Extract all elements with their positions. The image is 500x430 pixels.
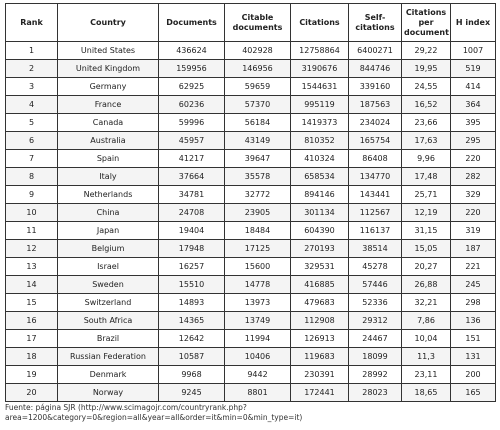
- cell-self-citations: 38514: [349, 240, 402, 258]
- cell-rank: 13: [6, 258, 58, 276]
- cell-documents: 37664: [159, 168, 225, 186]
- cell-self-citations: 28992: [349, 366, 402, 384]
- cell-self-citations: 52336: [349, 294, 402, 312]
- table-row: [6, 240, 496, 258]
- cell-rank: 16: [6, 312, 58, 330]
- cell-self-citations: 18099: [349, 348, 402, 366]
- cell-country: Italy: [58, 168, 159, 186]
- cell-h-index: 282: [451, 168, 496, 186]
- table-row: [6, 132, 496, 150]
- table-row: [6, 348, 496, 366]
- cell-citations-per-document: 23,66: [402, 114, 451, 132]
- cell-h-index: 1007: [451, 42, 496, 60]
- cell-citations: 658534: [291, 168, 349, 186]
- cell-rank: 1: [6, 42, 58, 60]
- cell-citations-per-document: 11,3: [402, 348, 451, 366]
- cell-self-citations: 45278: [349, 258, 402, 276]
- cell-citable-documents: 13749: [225, 312, 291, 330]
- table-row: [6, 78, 496, 96]
- cell-documents: 41217: [159, 150, 225, 168]
- table-row: [6, 366, 496, 384]
- cell-citations-per-document: 18,65: [402, 384, 451, 402]
- cell-country: South Africa: [58, 312, 159, 330]
- cell-h-index: 187: [451, 240, 496, 258]
- cell-self-citations: 6400271: [349, 42, 402, 60]
- table-row: [6, 60, 496, 78]
- cell-documents: 45957: [159, 132, 225, 150]
- table-row: [6, 96, 496, 114]
- header-row: [6, 4, 496, 42]
- table-row: [6, 276, 496, 294]
- cell-h-index: 245: [451, 276, 496, 294]
- cell-citations-per-document: 10,04: [402, 330, 451, 348]
- table-row: [6, 312, 496, 330]
- cell-h-index: 519: [451, 60, 496, 78]
- cell-documents: 14365: [159, 312, 225, 330]
- cell-h-index: 151: [451, 330, 496, 348]
- column-header-country: Country: [58, 4, 159, 42]
- cell-country: Israel: [58, 258, 159, 276]
- cell-citations: 894146: [291, 186, 349, 204]
- cell-country: Brazil: [58, 330, 159, 348]
- table-row: [6, 114, 496, 132]
- cell-citations: 172441: [291, 384, 349, 402]
- cell-citable-documents: 15600: [225, 258, 291, 276]
- cell-rank: 18: [6, 348, 58, 366]
- cell-citations: 416885: [291, 276, 349, 294]
- cell-citations-per-document: 24,55: [402, 78, 451, 96]
- cell-documents: 59996: [159, 114, 225, 132]
- cell-documents: 19404: [159, 222, 225, 240]
- cell-citations: 119683: [291, 348, 349, 366]
- cell-country: United Kingdom: [58, 60, 159, 78]
- column-header-citable-documents: Citable documents: [225, 4, 291, 42]
- cell-citations: 301134: [291, 204, 349, 222]
- cell-citations: 126913: [291, 330, 349, 348]
- table-row: [6, 294, 496, 312]
- cell-citations-per-document: 23,11: [402, 366, 451, 384]
- cell-rank: 5: [6, 114, 58, 132]
- table-row: [6, 42, 496, 60]
- table-row: [6, 150, 496, 168]
- cell-documents: 14893: [159, 294, 225, 312]
- cell-rank: 6: [6, 132, 58, 150]
- cell-country: Germany: [58, 78, 159, 96]
- table-row: [6, 168, 496, 186]
- cell-h-index: 298: [451, 294, 496, 312]
- cell-h-index: 364: [451, 96, 496, 114]
- cell-citable-documents: 17125: [225, 240, 291, 258]
- cell-country: Switzerland: [58, 294, 159, 312]
- cell-citable-documents: 146956: [225, 60, 291, 78]
- cell-citations-per-document: 31,15: [402, 222, 451, 240]
- cell-country: Sweden: [58, 276, 159, 294]
- cell-citations-per-document: 12,19: [402, 204, 451, 222]
- cell-citable-documents: 32772: [225, 186, 291, 204]
- cell-country: Norway: [58, 384, 159, 402]
- cell-citations: 3190676: [291, 60, 349, 78]
- cell-citations-per-document: 15,05: [402, 240, 451, 258]
- cell-citations-per-document: 20,27: [402, 258, 451, 276]
- cell-citations-per-document: 7,86: [402, 312, 451, 330]
- cell-self-citations: 116137: [349, 222, 402, 240]
- cell-citable-documents: 35578: [225, 168, 291, 186]
- table-row: [6, 330, 496, 348]
- cell-citable-documents: 23905: [225, 204, 291, 222]
- cell-rank: 4: [6, 96, 58, 114]
- cell-citable-documents: 402928: [225, 42, 291, 60]
- cell-self-citations: 86408: [349, 150, 402, 168]
- column-header-citations: Citations: [291, 4, 349, 42]
- cell-documents: 159956: [159, 60, 225, 78]
- cell-rank: 14: [6, 276, 58, 294]
- cell-rank: 10: [6, 204, 58, 222]
- cell-rank: 17: [6, 330, 58, 348]
- cell-citations-per-document: 25,71: [402, 186, 451, 204]
- cell-country: Netherlands: [58, 186, 159, 204]
- cell-rank: 11: [6, 222, 58, 240]
- cell-citations-per-document: 17,63: [402, 132, 451, 150]
- column-header-rank: Rank: [6, 4, 58, 42]
- cell-citations: 12758864: [291, 42, 349, 60]
- cell-h-index: 395: [451, 114, 496, 132]
- cell-documents: 16257: [159, 258, 225, 276]
- cell-self-citations: 112567: [349, 204, 402, 222]
- cell-documents: 24708: [159, 204, 225, 222]
- cell-h-index: 221: [451, 258, 496, 276]
- cell-citations: 270193: [291, 240, 349, 258]
- cell-documents: 62925: [159, 78, 225, 96]
- cell-citations-per-document: 17,48: [402, 168, 451, 186]
- cell-citable-documents: 8801: [225, 384, 291, 402]
- cell-citations-per-document: 16,52: [402, 96, 451, 114]
- cell-citations: 1419373: [291, 114, 349, 132]
- cell-h-index: 329: [451, 186, 496, 204]
- cell-country: France: [58, 96, 159, 114]
- cell-country: Russian Federation: [58, 348, 159, 366]
- cell-citations: 1544631: [291, 78, 349, 96]
- cell-rank: 9: [6, 186, 58, 204]
- cell-rank: 8: [6, 168, 58, 186]
- cell-citable-documents: 10406: [225, 348, 291, 366]
- cell-citable-documents: 56184: [225, 114, 291, 132]
- cell-country: United States: [58, 42, 159, 60]
- cell-self-citations: 165754: [349, 132, 402, 150]
- cell-country: Belgium: [58, 240, 159, 258]
- cell-citations-per-document: 19,95: [402, 60, 451, 78]
- cell-citable-documents: 13973: [225, 294, 291, 312]
- cell-country: Denmark: [58, 366, 159, 384]
- cell-self-citations: 24467: [349, 330, 402, 348]
- column-header-h-index: H index: [451, 4, 496, 42]
- cell-citable-documents: 18484: [225, 222, 291, 240]
- cell-documents: 436624: [159, 42, 225, 60]
- cell-citable-documents: 39647: [225, 150, 291, 168]
- column-header-citations-per-document: Citations per document: [402, 4, 451, 42]
- cell-rank: 20: [6, 384, 58, 402]
- cell-self-citations: 57446: [349, 276, 402, 294]
- table-row: [6, 186, 496, 204]
- cell-rank: 2: [6, 60, 58, 78]
- country-rank-table: [5, 3, 496, 402]
- cell-country: Japan: [58, 222, 159, 240]
- cell-h-index: 200: [451, 366, 496, 384]
- column-header-self-citations: Self-citations: [349, 4, 402, 42]
- column-header-documents: Documents: [159, 4, 225, 42]
- cell-citations-per-document: 9,96: [402, 150, 451, 168]
- cell-citations-per-document: 32,21: [402, 294, 451, 312]
- table-row: [6, 258, 496, 276]
- cell-rank: 3: [6, 78, 58, 96]
- cell-h-index: 319: [451, 222, 496, 240]
- cell-citations: 410324: [291, 150, 349, 168]
- cell-rank: 15: [6, 294, 58, 312]
- cell-citations: 230391: [291, 366, 349, 384]
- cell-citable-documents: 9442: [225, 366, 291, 384]
- cell-self-citations: 28023: [349, 384, 402, 402]
- cell-self-citations: 29312: [349, 312, 402, 330]
- cell-h-index: 220: [451, 204, 496, 222]
- cell-citable-documents: 57370: [225, 96, 291, 114]
- source-footnote: Fuente: página SJR (http://www.scimagojr.com/countryrank.php?area=1200&category=0&region=all&year=all&order=it&min=0&min_type=it): [5, 403, 303, 422]
- cell-h-index: 295: [451, 132, 496, 150]
- cell-citations: 479683: [291, 294, 349, 312]
- cell-rank: 12: [6, 240, 58, 258]
- table-row: [6, 384, 496, 402]
- cell-country: Canada: [58, 114, 159, 132]
- cell-citations-per-document: 29,22: [402, 42, 451, 60]
- table-body: [6, 42, 496, 402]
- cell-citable-documents: 14778: [225, 276, 291, 294]
- cell-h-index: 414: [451, 78, 496, 96]
- table-row: [6, 222, 496, 240]
- cell-citable-documents: 11994: [225, 330, 291, 348]
- cell-self-citations: 143441: [349, 186, 402, 204]
- cell-documents: 9245: [159, 384, 225, 402]
- cell-country: Spain: [58, 150, 159, 168]
- cell-documents: 34781: [159, 186, 225, 204]
- cell-self-citations: 339160: [349, 78, 402, 96]
- cell-documents: 10587: [159, 348, 225, 366]
- cell-citable-documents: 43149: [225, 132, 291, 150]
- cell-documents: 15510: [159, 276, 225, 294]
- cell-citations-per-document: 26,88: [402, 276, 451, 294]
- cell-rank: 7: [6, 150, 58, 168]
- cell-h-index: 220: [451, 150, 496, 168]
- cell-h-index: 131: [451, 348, 496, 366]
- cell-documents: 17948: [159, 240, 225, 258]
- cell-citations: 112908: [291, 312, 349, 330]
- cell-citations: 329531: [291, 258, 349, 276]
- cell-country: Australia: [58, 132, 159, 150]
- cell-self-citations: 844746: [349, 60, 402, 78]
- cell-self-citations: 187563: [349, 96, 402, 114]
- cell-citations: 995119: [291, 96, 349, 114]
- table-row: [6, 204, 496, 222]
- cell-citable-documents: 59659: [225, 78, 291, 96]
- cell-h-index: 136: [451, 312, 496, 330]
- cell-self-citations: 134770: [349, 168, 402, 186]
- cell-rank: 19: [6, 366, 58, 384]
- cell-documents: 12642: [159, 330, 225, 348]
- cell-h-index: 165: [451, 384, 496, 402]
- cell-documents: 9968: [159, 366, 225, 384]
- cell-self-citations: 234024: [349, 114, 402, 132]
- cell-country: China: [58, 204, 159, 222]
- cell-citations: 604390: [291, 222, 349, 240]
- table-header: [6, 4, 496, 42]
- cell-documents: 60236: [159, 96, 225, 114]
- cell-citations: 810352: [291, 132, 349, 150]
